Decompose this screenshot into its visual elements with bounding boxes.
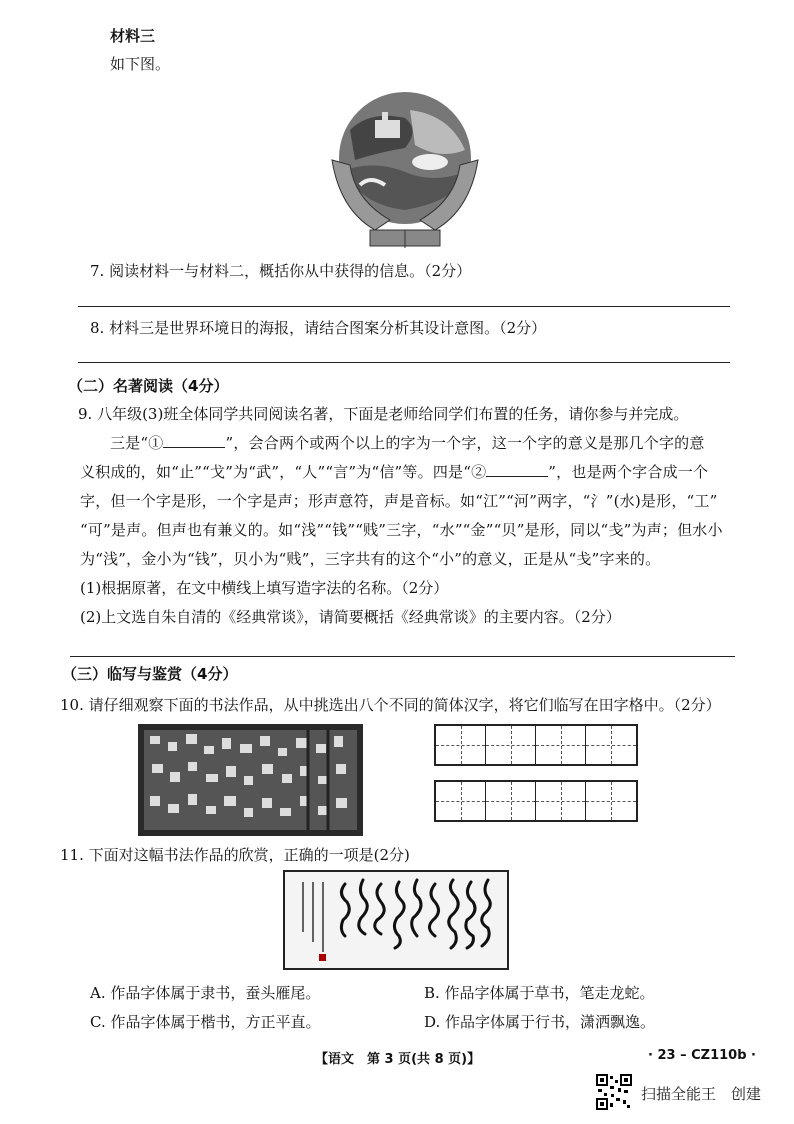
tianzige-row-2[interactable]: [434, 780, 638, 822]
answer-line-q9: [70, 656, 735, 657]
passage-line-1: 三是“① ”，会合两个或两个以上的字为一个字，这一个字的意义是那几个字的意: [110, 434, 705, 452]
option-a[interactable]: A. 作品字体属于隶书，蚕头雁尾。: [90, 984, 321, 1002]
tianzige-cell[interactable]: [586, 726, 636, 764]
question-9: 9. 八年级(3)班全体同学共同阅读名著，下面是老师给同学们布置的任务，请你参与并完成。: [78, 405, 689, 423]
calligraphy-rubbing-image: [138, 724, 363, 836]
passage-line-2: 义积成的，如“止”“戈”为“武”，“人”“言”为“信”等。四是“② ”，也是两个字合成一个: [80, 463, 709, 481]
question-9-sub-2: (2)上文选自朱自清的《经典常谈》，请简要概括《经典常谈》的主要内容。（2分）: [80, 608, 621, 626]
tianzige-cell[interactable]: [536, 726, 586, 764]
environment-poster-image: [330, 90, 480, 252]
tianzige-cell[interactable]: [486, 782, 536, 820]
answer-line-q7: [78, 306, 730, 307]
tianzige-cell[interactable]: [436, 726, 486, 764]
answer-line-q8: [78, 362, 730, 363]
scanner-watermark: 扫描全能王 创建: [641, 1085, 762, 1103]
blank-2[interactable]: [486, 462, 548, 477]
tianzige-cell[interactable]: [486, 726, 536, 764]
section-2-heading: （二）名著阅读（4分）: [68, 377, 229, 395]
question-8: 8. 材料三是世界环境日的海报，请结合图案分析其设计意图。（2分）: [90, 319, 547, 337]
tianzige-cell[interactable]: [436, 782, 486, 820]
material3-caption: 如下图。: [110, 55, 171, 73]
qr-code-icon: [596, 1074, 632, 1110]
tianzige-cell[interactable]: [536, 782, 586, 820]
exam-code: · 23 – CZ110b ·: [648, 1048, 756, 1063]
calligraphy-scroll-image: [283, 870, 509, 970]
question-7: 7. 阅读材料一与材料二，概括你从中获得的信息。（2分）: [90, 262, 472, 280]
section-3-heading: （三）临写与鉴赏（4分）: [62, 665, 238, 683]
passage-line-5: 为“浅”，金小为“钱”，贝小为“贱”，三字共有的这个“小”的意义，正是从“戋”字来的。: [80, 550, 661, 568]
question-11: 11. 下面对这幅书法作品的欣赏，正确的一项是(2分): [60, 846, 410, 864]
passage-line-4: “可”是声。但声也有兼义的。如“浅”“钱”“贱”三字，“水”“金”“贝”是形，同以“戋”为声；但水小: [80, 521, 723, 539]
question-9-sub-1: (1)根据原著，在文中横线上填写造字法的名称。（2分）: [80, 579, 449, 597]
material3-heading: 材料三: [110, 27, 156, 45]
question-10: 10. 请仔细观察下面的书法作品，从中挑选出八个不同的简体汉字，将它们临写在田字格中。（2分）: [60, 696, 721, 714]
passage-line-3: 字，但一个字是形，一个字是声；形声意符，声是音标。如“江”“河”两字，“氵”(水)是形，“工”: [80, 492, 718, 510]
blank-1[interactable]: [163, 433, 225, 448]
tianzige-row-1[interactable]: [434, 724, 638, 766]
option-d[interactable]: D. 作品字体属于行书，潇洒飘逸。: [424, 1013, 656, 1031]
page-number: 【语文 第 3 页(共 8 页)】: [315, 1052, 481, 1067]
option-b[interactable]: B. 作品字体属于草书，笔走龙蛇。: [424, 984, 655, 1002]
option-c[interactable]: C. 作品字体属于楷书，方正平直。: [90, 1013, 321, 1031]
tianzige-cell[interactable]: [586, 782, 636, 820]
